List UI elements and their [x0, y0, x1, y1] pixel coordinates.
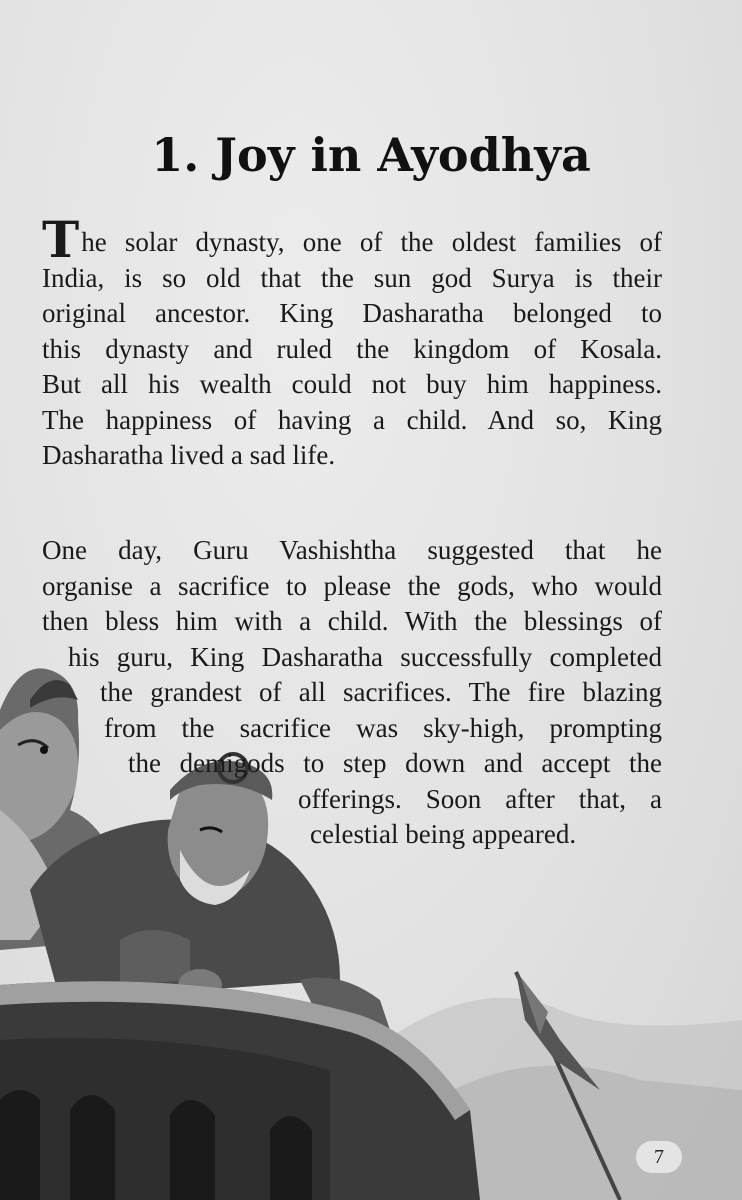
paragraph-line: his guru, King Dasharatha successfully completed	[68, 641, 662, 672]
balcony	[0, 981, 480, 1200]
paragraph-line: organise a sacrifice to please the gods, who would	[42, 570, 662, 601]
paragraph-2	[42, 533, 662, 853]
page-number: 7	[636, 1141, 682, 1173]
drop-cap: T	[42, 210, 80, 269]
paragraph-line: Dasharatha lived a sad life.	[42, 440, 336, 470]
paragraph-line: India, is so old that the sun god Surya is their	[42, 262, 662, 293]
paragraph-line: celestial being appeared.	[310, 819, 577, 849]
paragraph-line: But all his wealth could not buy him happiness.	[42, 369, 662, 399]
paragraph-line: the demigods to step down and accept the	[128, 748, 662, 778]
paragraph-line: The happiness of having a child. And so, King	[42, 404, 662, 435]
paragraph-line: offerings. Soon after that, a	[298, 783, 662, 814]
paragraph-line: this dynasty and ruled the kingdom of Kosala.	[42, 333, 662, 364]
paragraph-line: One day, Guru Vashishtha suggested that he	[42, 535, 662, 565]
paragraph-1	[42, 210, 662, 474]
paragraph-line: original ancestor. King Dasharatha belonged to	[42, 298, 662, 328]
paragraph-line: the grandest of all sacrifices. The fire blazing	[100, 677, 662, 707]
paragraph-line: then bless him with a child. With the blessings of	[42, 606, 662, 636]
paragraph-line: from the sacrifice was sky-high, prompting	[104, 712, 662, 743]
chapter-title: 1. Joy in Ayodhya	[151, 128, 591, 182]
paragraph-line: The solar dynasty, one of the oldest families of	[42, 210, 662, 269]
